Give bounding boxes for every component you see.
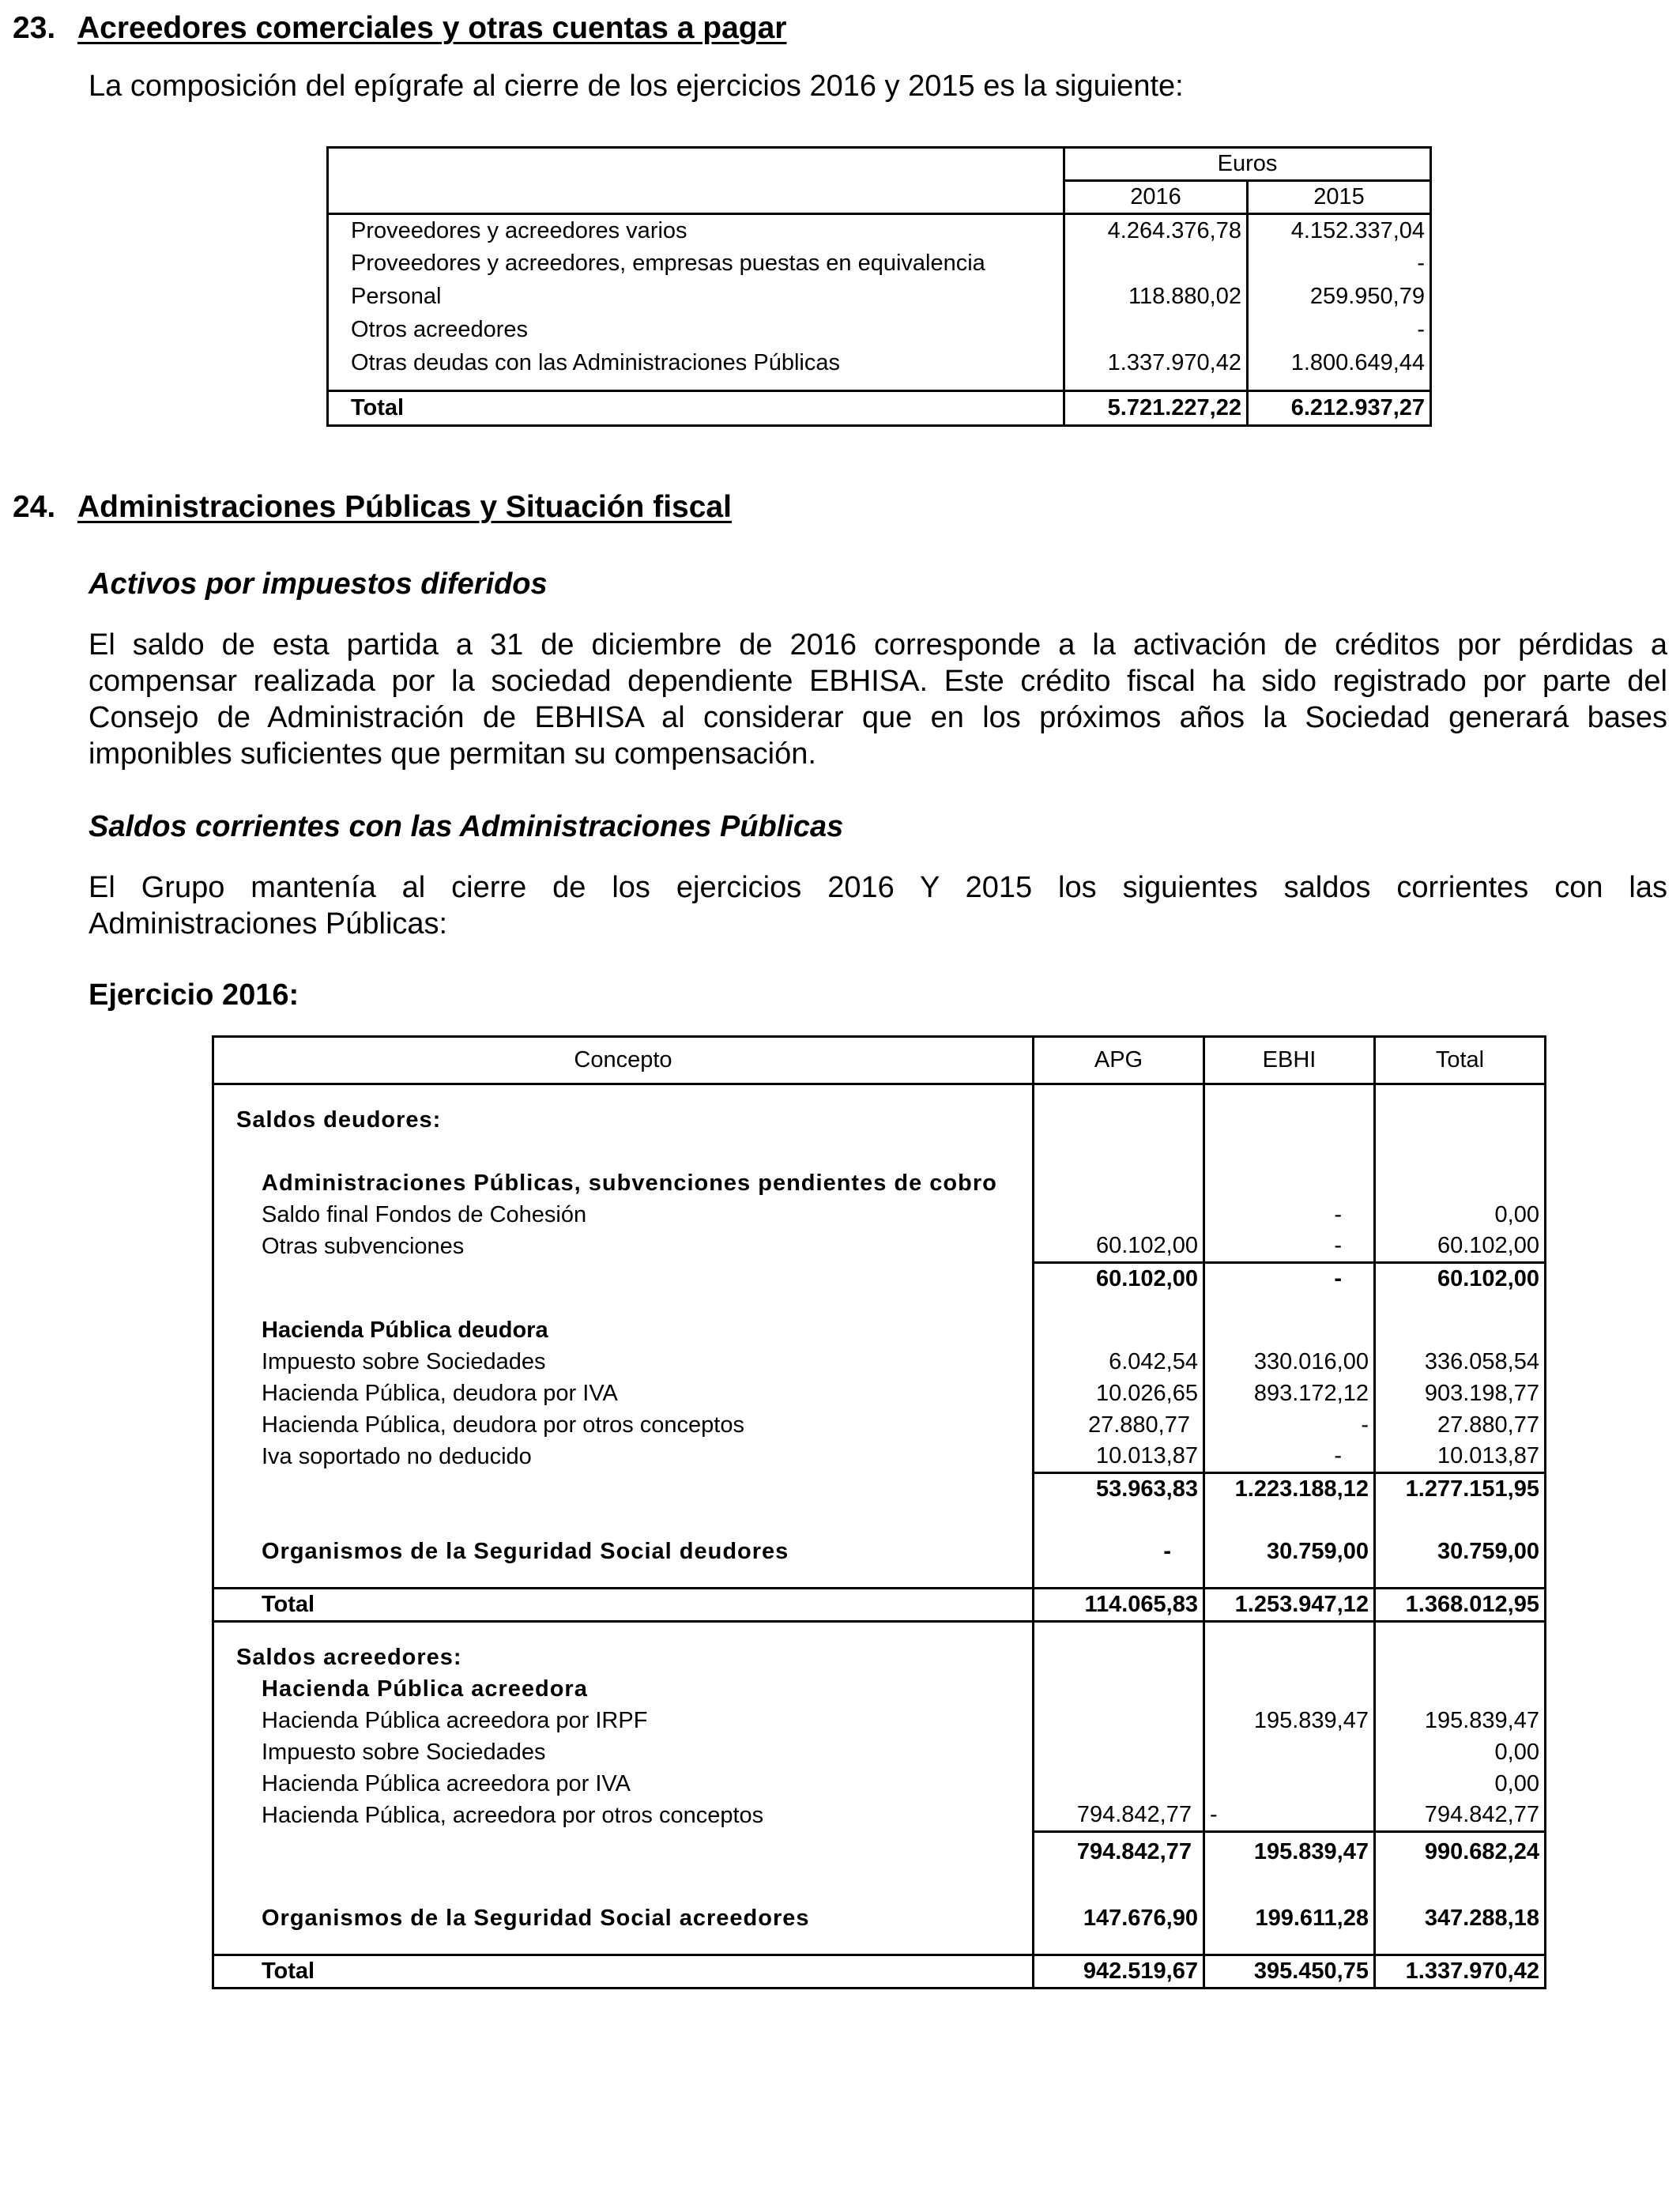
total-row: Total 114.065,83 1.253.947,12 1.368.012,95 (213, 1589, 1546, 1622)
table-row: Impuesto sobre Sociedades 6.042,54 330.016,00 336.058,54 (213, 1347, 1546, 1378)
payables-table (326, 146, 1432, 427)
table-row: Otras subvenciones 60.102,00 - 60.102,00 (213, 1231, 1546, 1263)
paragraph: El saldo de esta partida a 31 de diciembre de 2016 corresponde a la activación de créditos por pérdidas a compensar realizada por la sociedad dependiente EBHISA. Este crédito fiscal ha sido registrado por parte del Consejo de Administración de EBHISA al considerar que en los próximos años la Sociedad generará bases imponibles suficientes que permitan su compensación. (89, 628, 1667, 771)
section-number: 23. (13, 11, 56, 45)
table-row: Proveedores y acreedores varios 4.264.376,78 4.152.337,04 (328, 214, 1431, 247)
section-23-intro: La composición del epígrafe al cierre de los ejercicios 2016 y 2015 es la siguiente: (89, 70, 1184, 103)
currency-header: Euros (1064, 148, 1431, 181)
section-title-row: Saldos acreedores: (213, 1642, 1546, 1674)
column-header: APG (1034, 1037, 1204, 1084)
header-row (213, 1037, 1546, 1084)
year-header: 2016 (1064, 181, 1248, 214)
table-row: Impuesto sobre Sociedades 0,00 (213, 1737, 1546, 1769)
group-title-row: Hacienda Pública acreedora (213, 1674, 1546, 1706)
table-row: Organismos de la Seguridad Social acreedores 147.676,90 199.611,28 347.288,18 (213, 1903, 1546, 1935)
paragraph: El Grupo mantenía al cierre de los ejercicios 2016 Y 2015 los siguientes saldos corrientes con las Administraciones Públicas: (89, 871, 1667, 941)
section-title-row: Saldos deudores: (213, 1105, 1546, 1137)
section-24-heading (13, 490, 732, 525)
table-row: Hacienda Pública, acreedora por otros conceptos 794.842,77 - 794.842,77 (213, 1800, 1546, 1832)
section-number: 24. (13, 490, 56, 524)
currency-header-row (328, 148, 1431, 181)
total-row: Total 5.721.227,22 6.212.937,27 (328, 391, 1431, 426)
table-row: Otras deudas con las Administraciones Públicas 1.337.970,42 1.800.649,44 (328, 347, 1431, 380)
table-row: Hacienda Pública, deudora por IVA 10.026,65 893.172,12 903.198,77 (213, 1378, 1546, 1410)
year-header: 2015 (1248, 181, 1431, 214)
column-header: Concepto (213, 1037, 1034, 1084)
year-header-row (328, 181, 1431, 214)
section-title: Administraciones Públicas y Situación fiscal (77, 490, 732, 524)
total-row: Total 942.519,67 395.450,75 1.337.970,42 (213, 1955, 1546, 1989)
tax-balances-table (212, 1035, 1546, 1989)
table-row: Personal 118.880,02 259.950,79 (328, 281, 1431, 314)
column-header: EBHI (1204, 1037, 1375, 1084)
table-row: Otros acreedores - (328, 314, 1431, 347)
section-23-heading (13, 11, 786, 46)
table-row: Hacienda Pública, deudora por otros conceptos 27.880,77 - 27.880,77 (213, 1410, 1546, 1442)
subtotal-row: 60.102,00 - 60.102,00 (213, 1263, 1546, 1295)
subsection-title: Saldos corrientes con las Administraciones Públicas (89, 810, 844, 843)
table-row: Hacienda Pública acreedora por IVA 0,00 (213, 1769, 1546, 1800)
exercise-title: Ejercicio 2016: (89, 978, 299, 1012)
group-title-row: Hacienda Pública deudora (213, 1315, 1546, 1347)
subtotal-row: 53.963,83 1.223.188,12 1.277.151,95 (213, 1473, 1546, 1505)
column-header: Total (1375, 1037, 1546, 1084)
section-title: Acreedores comerciales y otras cuentas a pagar (77, 11, 787, 45)
table-row: Hacienda Pública acreedora por IRPF 195.839,47 195.839,47 (213, 1706, 1546, 1737)
subtotal-row: 794.842,77 195.839,47 990.682,24 (213, 1832, 1546, 1872)
table-row: Organismos de la Seguridad Social deudores - 30.759,00 30.759,00 (213, 1536, 1546, 1568)
table-row: Proveedores y acreedores, empresas puestas en equivalencia - (328, 247, 1431, 281)
group-title-row: Administraciones Públicas, subvenciones pendientes de cobro (213, 1168, 1546, 1200)
table-row: Saldo final Fondos de Cohesión - 0,00 (213, 1200, 1546, 1231)
table-row: Iva soportado no deducido 10.013,87 - 10.013,87 (213, 1442, 1546, 1473)
subsection-title: Activos por impuestos diferidos (89, 567, 548, 601)
